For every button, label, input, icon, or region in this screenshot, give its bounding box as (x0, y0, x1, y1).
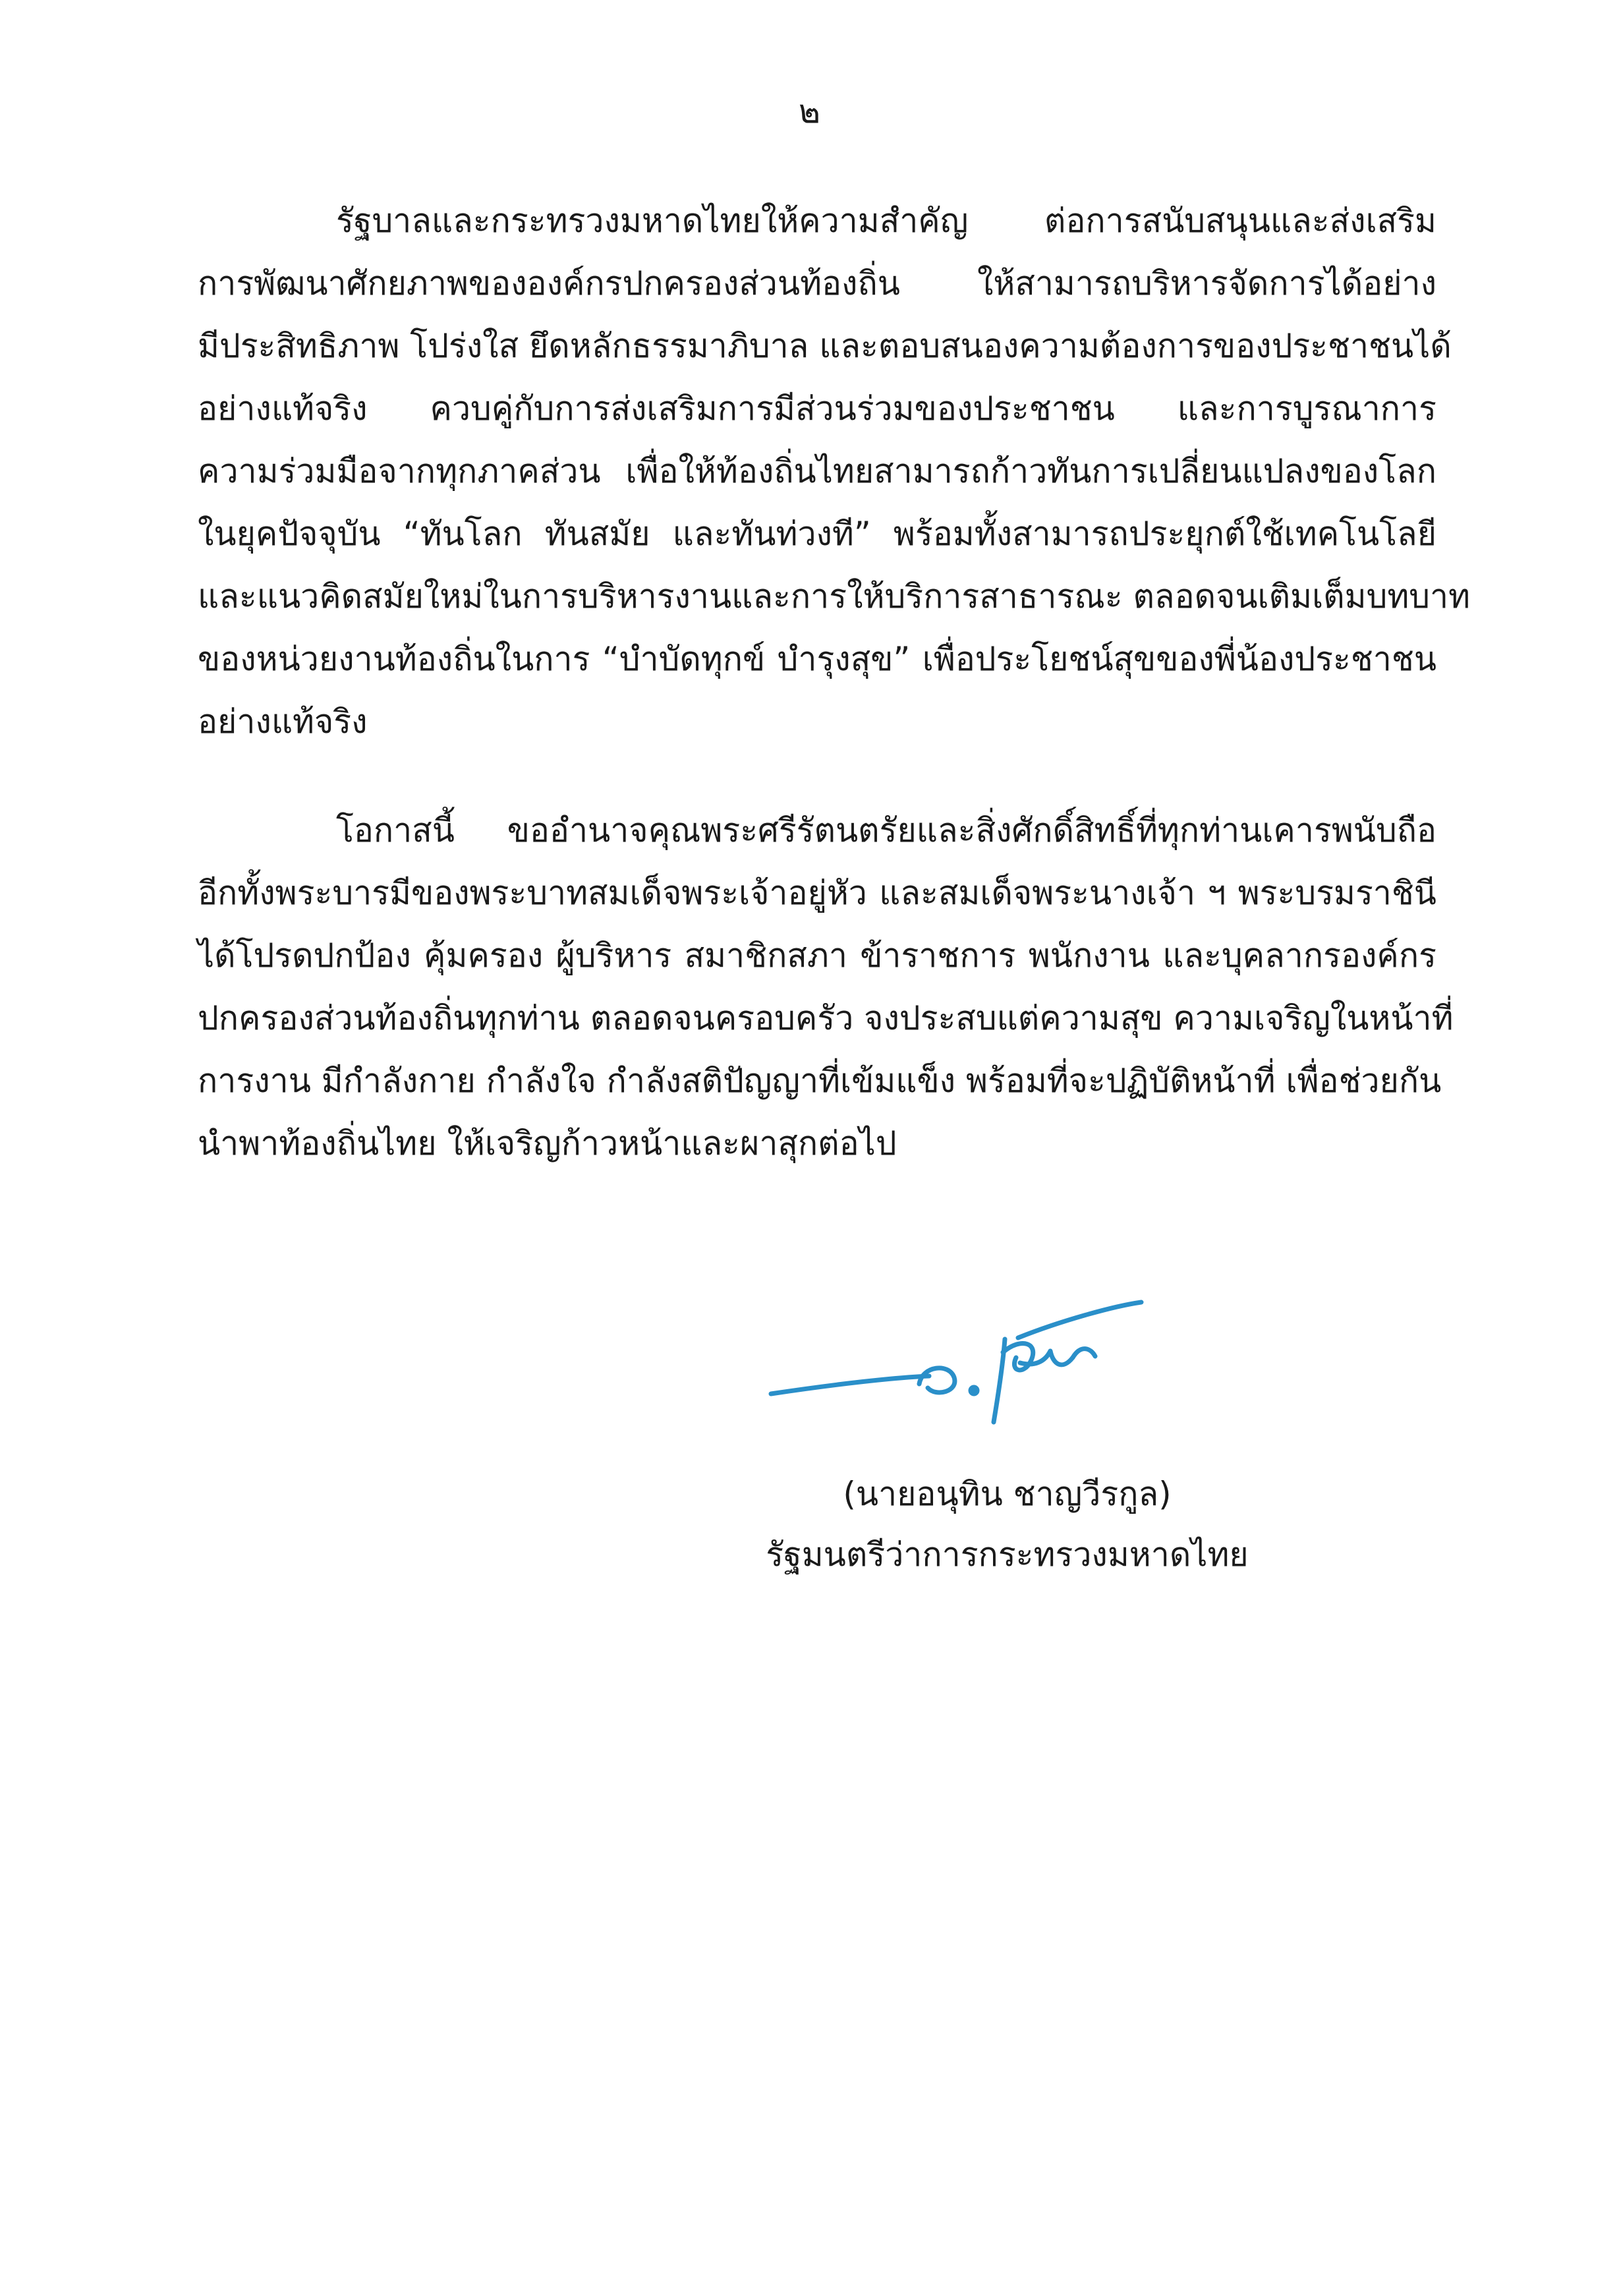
paragraph-line: อย่างแท้จริง ควบคู่กับการส่งเสริมการมีส่วนร่วมของประชาชน และการบูรณาการ (198, 389, 1436, 428)
paragraph-line: การงาน มีกำลังกาย กำลังใจ กำลังสติปัญญาที่เข้มแข็ง พร้อมที่จะปฏิบัติหน้าที่ เพื่อช่วยกัน (198, 1062, 1442, 1100)
paragraph-line: มีประสิทธิภาพ โปร่งใส ยึดหลักธรรมาภิบาล และตอบสนองความต้องการของประชาชนได้ (198, 327, 1452, 365)
paragraph-line: ความร่วมมือจากทุกภาคส่วน เพื่อให้ท้องถิ่นไทยสามารถก้าวทันการเปลี่ยนแปลงของโลก (198, 452, 1436, 490)
paragraph-line: นำพาท้องถิ่นไทย ให้เจริญก้าวหน้าและผาสุกต่อไป (198, 1124, 897, 1162)
paragraph-line: อย่างแท้จริง (198, 703, 368, 741)
paragraph-line: ปกครองส่วนท้องถิ่นทุกท่าน ตลอดจนครอบครัว จงประสบแต่ความสุข ความเจริญในหน้าที่ (198, 999, 1454, 1037)
paragraph-line: ได้โปรดปกป้อง คุ้มครอง ผู้บริหาร สมาชิกสภา ข้าราชการ พนักงาน และบุคลากรองค์กร (198, 936, 1436, 975)
paragraph-line: การพัฒนาศักยภาพขององค์กรปกครองส่วนท้องถิ่น ให้สามารถบริหารจัดการได้อย่าง (198, 264, 1436, 302)
signer-name: (นายอนุทิน ชาญวีรกูล) (843, 1475, 1172, 1513)
signer-title: รัฐมนตรีว่าการกระทรวงมหาดไทย (766, 1535, 1249, 1574)
handwritten-signature (758, 1278, 1153, 1450)
paragraph-line: อีกทั้งพระบารมีของพระบาทสมเด็จพระเจ้าอยู่หัว และสมเด็จพระนางเจ้า ฯ พระบรมราชินี (198, 874, 1436, 912)
paragraph-line: รัฐบาลและกระทรวงมหาดไทยให้ความสำคัญ ต่อการสนับสนุนและส่งเสริม (336, 202, 1436, 240)
page-number: ๒ (799, 92, 820, 130)
paragraph-line: ของหน่วยงานท้องถิ่นในการ “บำบัดทุกข์ บำรุงสุข” เพื่อประโยชน์สุขของพี่น้องประชาชน (198, 640, 1436, 678)
paragraph-line: และแนวคิดสมัยใหม่ในการบริหารงานและการให้บริการสาธารณะ ตลอดจนเติมเต็มบทบาท (198, 577, 1471, 616)
paragraph-line: ในยุคปัจจุบัน “ทันโลก ทันสมัย และทันท่วงที” พร้อมทั้งสามารถประยุกต์ใช้เทคโนโลยี (198, 515, 1436, 553)
paragraph-line: โอกาสนี้ ขออำนาจคุณพระศรีรัตนตรัยและสิ่งศักดิ์สิทธิ์ที่ทุกท่านเคารพนับถือ (336, 811, 1436, 849)
